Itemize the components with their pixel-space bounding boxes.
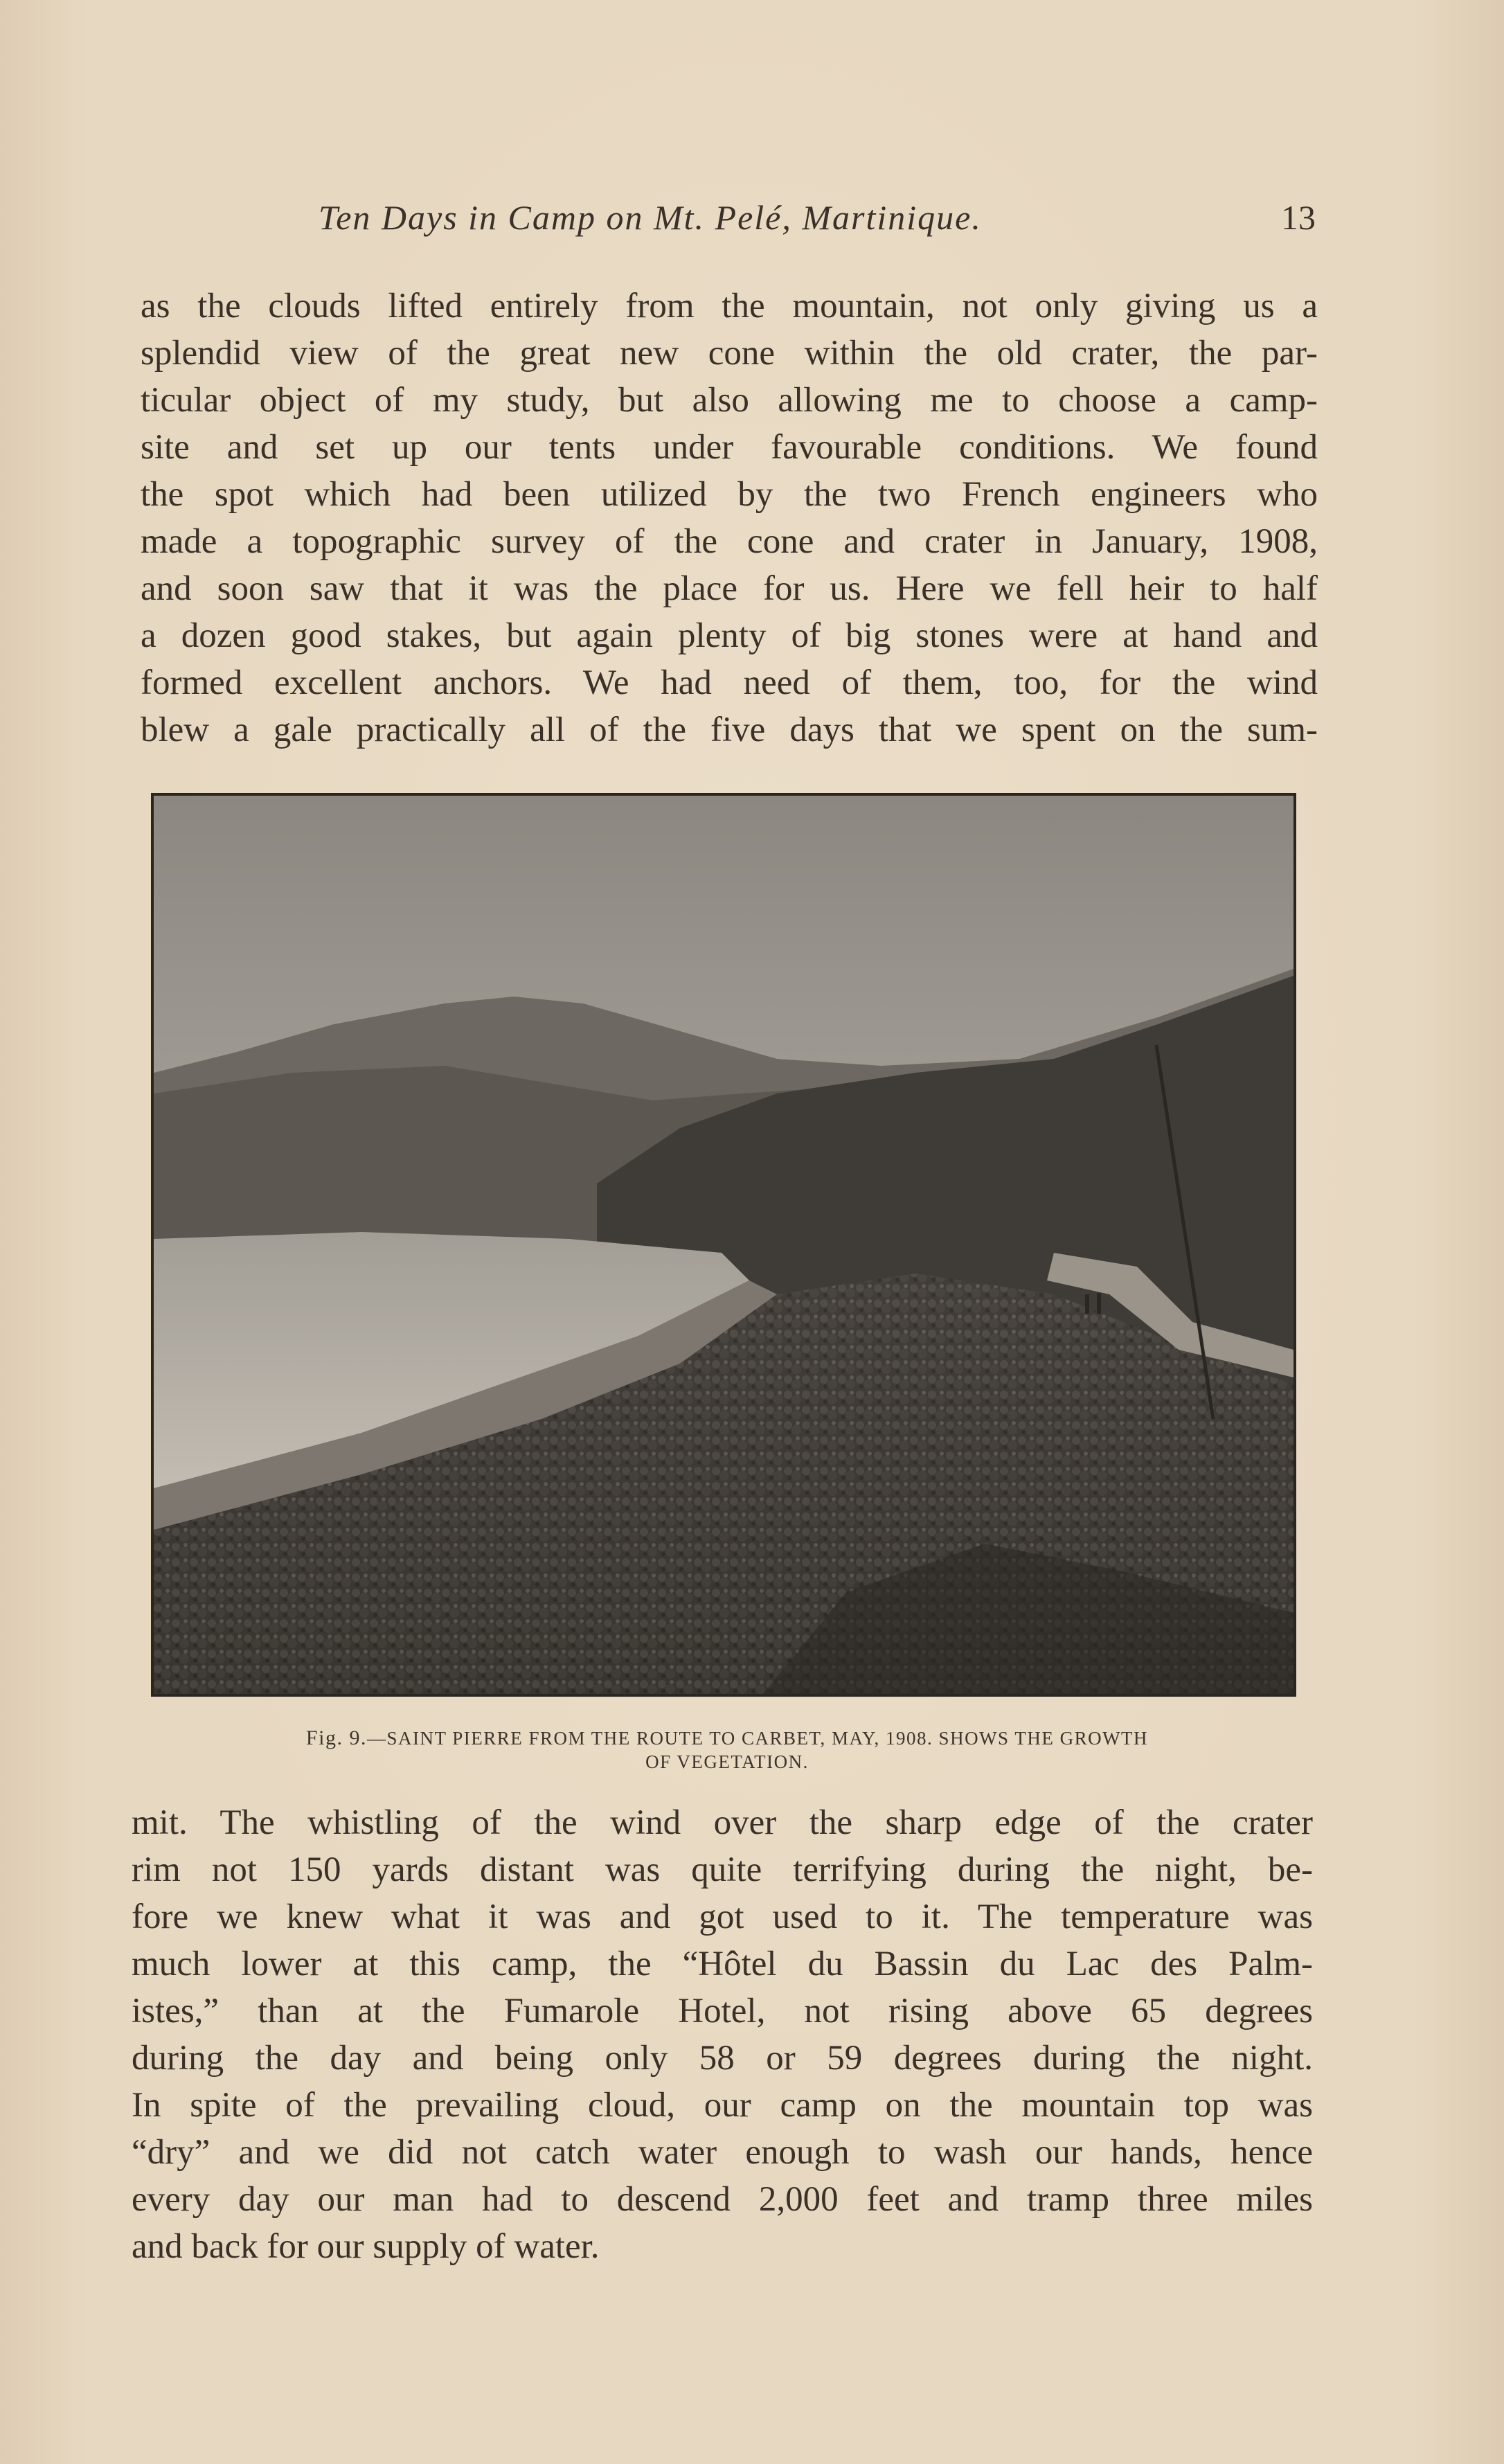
text-line: every day our man had to descend 2,000 feet and tramp three miles	[132, 2180, 1313, 2219]
text-line: mit. The whistling of the wind over the sharp edge of the crater	[132, 1803, 1313, 1842]
text-line: a dozen good stakes, but again plenty of big stones were at hand and	[141, 616, 1318, 655]
text-line: site and set up our tents under favourable conditions. We found	[141, 428, 1318, 467]
paragraph-top	[141, 283, 1318, 753]
text-line: In spite of the prevailing cloud, our camp on the mountain top was	[132, 2086, 1313, 2125]
paragraph-bottom	[132, 1799, 1313, 2270]
text-line: much lower at this camp, the “Hôtel du Bassin du Lac des Palm-	[132, 1945, 1313, 1983]
text-line: made a topographic survey of the cone and crater in January, 1908,	[141, 522, 1318, 561]
text-line: blew a gale practically all of the five days that we spent on the sum-	[141, 711, 1318, 749]
page-number: 13	[1281, 198, 1316, 237]
text-line: istes,” than at the Fumarole Hotel, not rising above 65 degrees	[132, 1992, 1313, 2030]
caption-line-1	[159, 1726, 1295, 1750]
landscape-photo	[154, 796, 1293, 1694]
figure-photograph	[151, 793, 1296, 1697]
text-line: formed excellent anchors. We had need of them, too, for the wind	[141, 663, 1318, 702]
figure-caption	[159, 1726, 1295, 1774]
text-line: and back for our supply of water.	[132, 2227, 600, 2266]
running-header	[138, 197, 1316, 246]
text-line: rim not 150 yards distant was quite terrifying during the night, be-	[132, 1850, 1313, 1889]
text-line: ticular object of my study, but also allowing me to choose a camp-	[141, 381, 1318, 420]
text-line: the spot which had been utilized by the two French engineers who	[141, 475, 1318, 514]
text-line: splendid view of the great new cone within the old crater, the par-	[141, 334, 1318, 373]
text-line: fore we knew what it was and got used to it. The temperature was	[132, 1898, 1313, 1936]
caption-label: Fig. 9.	[305, 1726, 367, 1749]
text-line: as the clouds lifted entirely from the mountain, not only giving us a	[141, 287, 1318, 325]
text-line: during the day and being only 58 or 59 degrees during the night.	[132, 2039, 1313, 2078]
text-line: and soon saw that it was the place for us. Here we fell heir to half	[141, 569, 1318, 608]
text-line: “dry” and we did not catch water enough to wash our hands, hence	[132, 2133, 1313, 2172]
caption-line-2: OF VEGETATION.	[645, 1751, 809, 1772]
running-title: Ten Days in Camp on Mt. Pelé, Martinique.	[319, 198, 982, 237]
caption-text: —SAINT PIERRE FROM THE ROUTE TO CARBET, MAY, 1908. SHOWS THE GROWTH	[366, 1728, 1149, 1749]
